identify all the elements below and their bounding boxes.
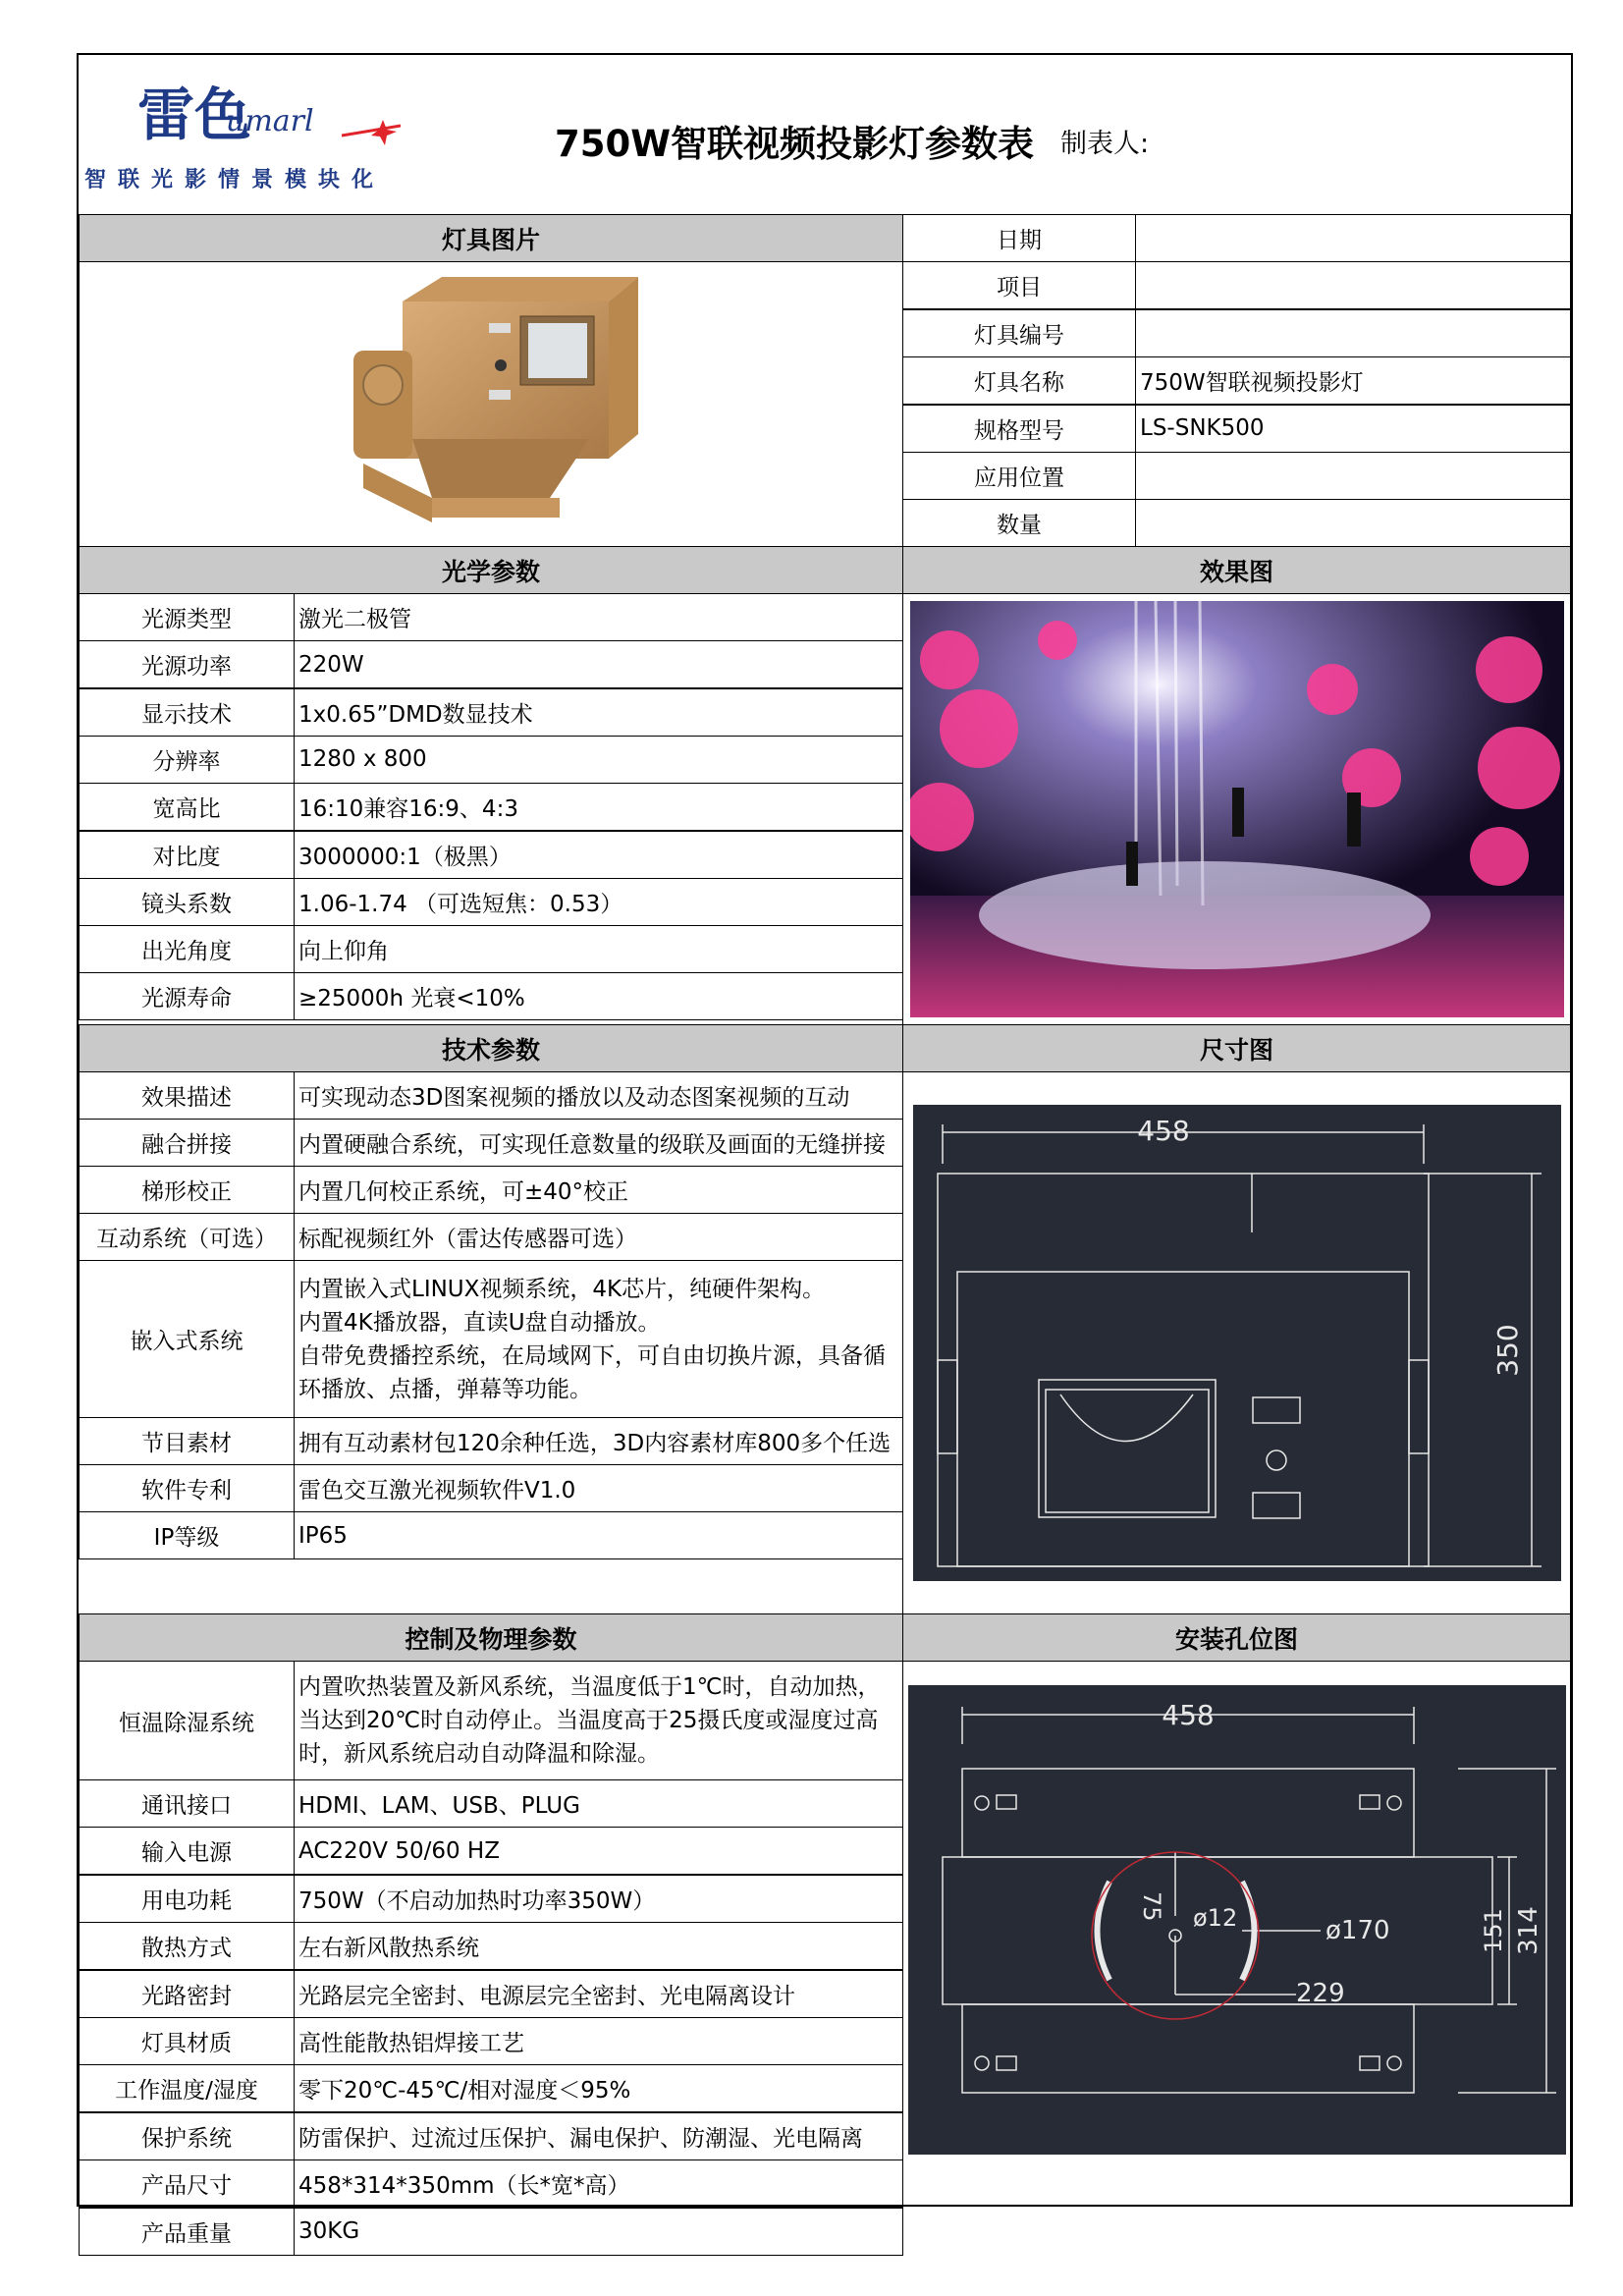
dimension-drawing xyxy=(913,1105,1561,1581)
climate-line: 内置吹热装置及新风系统，当温度低于1℃时，自动加热， xyxy=(298,1674,881,1700)
climate-value xyxy=(294,1661,903,1780)
technical-value: 可实现动态3D图案视频的播放以及动态图案视频的互动 xyxy=(294,1071,903,1120)
optical-value: 16:10兼容16:9、4:3 xyxy=(294,783,903,831)
info-value: LS-SNK500 xyxy=(1135,405,1571,453)
info-label: 数量 xyxy=(902,499,1136,547)
optical-label: 镜头系数 xyxy=(79,878,295,926)
technical-label: 节目素材 xyxy=(79,1417,295,1465)
optical-label: 宽高比 xyxy=(79,783,295,831)
mount-small-hole-label: ø12 xyxy=(1192,1904,1237,1932)
info-value xyxy=(1135,452,1571,500)
climate-line: 当达到20℃时自动停止。当温度高于25摄氏度或湿度过高 xyxy=(298,1708,879,1733)
info-value: 750W智联视频投影灯 xyxy=(1135,356,1571,405)
embedded-value xyxy=(294,1260,903,1418)
control-value: 零下20℃-45℃/相对湿度＜95% xyxy=(294,2064,903,2112)
mount-inner-height-label: 151 xyxy=(1479,1908,1507,1953)
info-value xyxy=(1135,499,1571,547)
control-value: 防雷保护、过流过压保护、漏电保护、防潮湿、光电隔离 xyxy=(294,2112,903,2160)
optical-value: 3000000:1（极黑） xyxy=(294,831,903,879)
control-label: 工作温度/湿度 xyxy=(79,2064,295,2112)
optical-label: 分辨率 xyxy=(79,736,295,784)
control-label: 光路密封 xyxy=(79,1970,295,2018)
info-label: 规格型号 xyxy=(902,405,1136,453)
info-label: 项目 xyxy=(902,261,1136,309)
optical-value: 1.06-1.74 （可选短焦：0.53） xyxy=(294,878,903,926)
dim-width-label: 458 xyxy=(1136,1115,1190,1147)
mount-drawing xyxy=(908,1685,1566,2155)
embedded-label: 嵌入式系统 xyxy=(79,1260,295,1418)
optical-value: 1280 x 800 xyxy=(294,736,903,784)
effect-header: 效果图 xyxy=(902,546,1571,594)
control-value: 左右新风散热系统 xyxy=(294,1922,903,1970)
embedded-line: 内置4K播放器，直读U盘自动播放。 xyxy=(298,1309,661,1336)
control-label: 输入电源 xyxy=(79,1827,295,1875)
technical-value: 拥有互动素材包120余种任选，3D内容素材库800多个任选 xyxy=(294,1417,903,1465)
mount-header: 安装孔位图 xyxy=(902,1613,1571,1662)
control-header: 控制及物理参数 xyxy=(79,1613,903,1662)
embedded-line: 内置嵌入式LINUX视频系统，4K芯片，纯硬件架构。 xyxy=(298,1276,826,1302)
mount-drawing-cell xyxy=(902,1661,1571,2207)
control-value: 458*314*350mm（长*宽*高） xyxy=(294,2159,903,2208)
technical-label: 梯形校正 xyxy=(79,1166,295,1214)
optical-label: 光源功率 xyxy=(79,640,295,688)
info-label: 日期 xyxy=(902,214,1136,262)
technical-header: 技术参数 xyxy=(79,1024,903,1072)
control-label: 用电功耗 xyxy=(79,1875,295,1923)
control-label: 散热方式 xyxy=(79,1922,295,1970)
technical-label: IP等级 xyxy=(79,1511,295,1559)
climate-line: 时，新风系统启动自动降温和除湿。 xyxy=(298,1741,660,1767)
info-label: 灯具名称 xyxy=(902,356,1136,405)
mount-offset-label: 229 xyxy=(1295,1979,1345,2008)
mount-height-label: 314 xyxy=(1513,1906,1543,1955)
control-value: AC220V 50/60 HZ xyxy=(294,1827,903,1875)
spec-sheet xyxy=(77,53,1573,2247)
optical-value: 220W xyxy=(294,640,903,688)
control-label: 产品尺寸 xyxy=(79,2159,295,2208)
technical-value: IP65 xyxy=(294,1511,903,1559)
mount-width-label: 458 xyxy=(1161,1699,1215,1731)
optical-header: 光学参数 xyxy=(79,546,903,594)
optical-value: 1x0.65”DMD数显技术 xyxy=(294,688,903,737)
control-value: 750W（不启动加热时功率350W） xyxy=(294,1875,903,1923)
optical-value: 向上仰角 xyxy=(294,925,903,973)
control-value: 30KG xyxy=(294,2208,903,2256)
control-label: 保护系统 xyxy=(79,2112,295,2160)
info-label: 应用位置 xyxy=(902,452,1136,500)
mount-vertical-label: 75 xyxy=(1137,1891,1165,1922)
technical-value: 内置硬融合系统，可实现任意数量的级联及画面的无缝拼接 xyxy=(294,1119,903,1167)
optical-label: 光源寿命 xyxy=(79,972,295,1020)
climate-label: 恒温除湿系统 xyxy=(79,1661,295,1780)
control-value: 高性能散热铝焊接工艺 xyxy=(294,2017,903,2065)
info-value xyxy=(1135,214,1571,262)
technical-value: 标配视频红外（雷达传感器可选） xyxy=(294,1213,903,1261)
control-value: HDMI、LAM、USB、PLUG xyxy=(294,1779,903,1828)
logo-star-icon xyxy=(342,114,401,153)
product-photo xyxy=(79,261,903,547)
page-title: 750W智联视频投影灯参数表 xyxy=(555,123,1035,165)
dimension-header: 尺寸图 xyxy=(902,1024,1571,1072)
control-label: 通讯接口 xyxy=(79,1779,295,1828)
embedded-line: 环播放、点播，弹幕等功能。 xyxy=(298,1376,592,1402)
mount-large-hole-label: ø170 xyxy=(1325,1916,1390,1945)
optical-label: 光源类型 xyxy=(79,593,295,641)
image-header: 灯具图片 xyxy=(79,214,903,262)
info-value xyxy=(1135,309,1571,357)
dim-height-label: 350 xyxy=(1490,1324,1524,1377)
control-label: 灯具材质 xyxy=(79,2017,295,2065)
logo-slogan: 智联光影情景模块化 xyxy=(84,168,386,192)
maker-label: 制表人: xyxy=(1060,129,1150,159)
technical-value: 雷色交互激光视频软件V1.0 xyxy=(294,1464,903,1512)
dimension-drawing-cell xyxy=(902,1071,1571,1614)
optical-label: 出光角度 xyxy=(79,925,295,973)
effect-image xyxy=(910,601,1564,1017)
technical-label: 效果描述 xyxy=(79,1071,295,1120)
projector-image xyxy=(344,272,638,537)
effect-image-cell xyxy=(902,593,1571,1025)
info-value xyxy=(1135,261,1571,309)
control-value: 光路层完全密封、电源层完全密封、光电隔离设计 xyxy=(294,1970,903,2018)
optical-label: 对比度 xyxy=(79,831,295,879)
control-label: 产品重量 xyxy=(79,2208,295,2256)
technical-value: 内置几何校正系统，可±40°校正 xyxy=(294,1166,903,1214)
logo-script: umarl xyxy=(226,104,314,138)
technical-label: 互动系统（可选） xyxy=(79,1213,295,1261)
technical-label: 软件专利 xyxy=(79,1464,295,1512)
logo-text: 雷色 xyxy=(137,82,252,148)
info-label: 灯具编号 xyxy=(902,309,1136,357)
optical-value: ≥25000h 光衰<10% xyxy=(294,972,903,1020)
optical-label: 显示技术 xyxy=(79,688,295,737)
title-area xyxy=(79,55,1571,215)
embedded-line: 自带免费播控系统，在局域网下，可自由切换片源，具备循 xyxy=(298,1342,886,1369)
optical-value: 激光二极管 xyxy=(294,593,903,641)
technical-label: 融合拼接 xyxy=(79,1119,295,1167)
